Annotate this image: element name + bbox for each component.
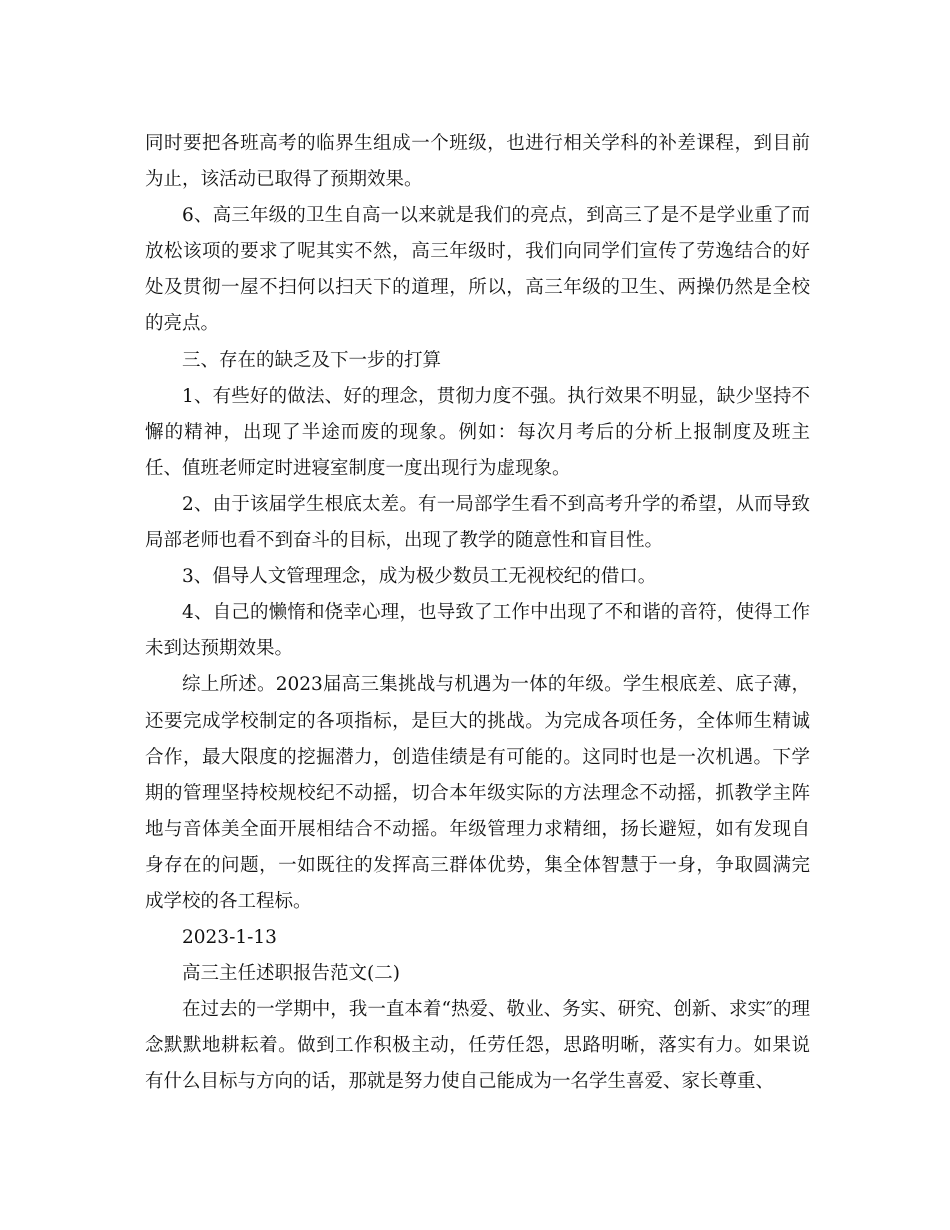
document-body [145,126,810,1101]
paragraph-intro: 在过去的一学期中，我一直本着“热爱、敬业、务实、研究、创新、求实″的理念默默地耕耘着。做到工作积极主动，任劳任怨，思路明晰，落实有力。如果说有什么目标与方向的话，那就是努力使自己能成为一名学生喜爱、家长尊重、 [145,999,810,1093]
section-title-2: 高三主任述职报告范文(二) [182,963,400,985]
paragraph-item-6: 6、高三年级的卫生自高一以来就是我们的亮点，到高三了是不是学业重了而放松该项的要求了呢其实不然，高三年级时，我们向同学们宣传了劳逸结合的好处及贯彻一屋不扫何以扫天下的道理，所以，高三年级的卫生、两操仍然是全校的亮点。 [145,205,810,335]
paragraph-summary: 综上所述。2023届高三集挑战与机遇为一体的年级。学生根底差、底子薄，还要完成学校制定的各项指标，是巨大的挑战。为完成各项任务，全体师生精诚合作，最大限度的挖掘潜力，创造佳绩是有可能的。这同时也是一次机遇。下学期的管理坚持校规校纪不动摇，切合本年级实际的方法理念不动摇，抓教学主阵地与音体美全面开展相结合不动摇。年级管理力求精细，扬长避短，如有发现自身存在的问题，一如既往的发挥高三群体优势，集全体智慧于一身，争取圆满完成学校的各工程标。 [145,674,810,912]
paragraph-shortcoming-2: 2、由于该届学生根底太差。有一局部学生看不到高考升学的希望，从而导致局部老师也看不到奋斗的目标，出现了教学的随意性和盲目性。 [145,493,810,552]
document-date: 2023-1-13 [182,927,277,949]
paragraph-shortcoming-1: 1、有些好的做法、好的理念，贯彻力度不强。执行效果不明显，缺少坚持不懈的精神，出现了半途而废的现象。例如：每次月考后的分析上报制度及班主任、值班老师定时进寝室制度一度出现行为虚现象。 [145,385,810,479]
section-heading-3: 三、存在的缺乏及下一步的打算 [182,349,442,371]
paragraph-shortcoming-4: 4、自己的懒惰和侥幸心理，也导致了工作中出现了不和谐的音符，使得工作未到达预期效果。 [145,602,810,660]
paragraph-continuation: 同时要把各班高考的临界生组成一个班级，也进行相关学科的补差课程，到目前为止，该活动已取得了预期效果。 [145,133,810,191]
paragraph-shortcoming-3: 3、倡导人文管理理念，成为极少数员工无视校纪的借口。 [182,566,657,588]
